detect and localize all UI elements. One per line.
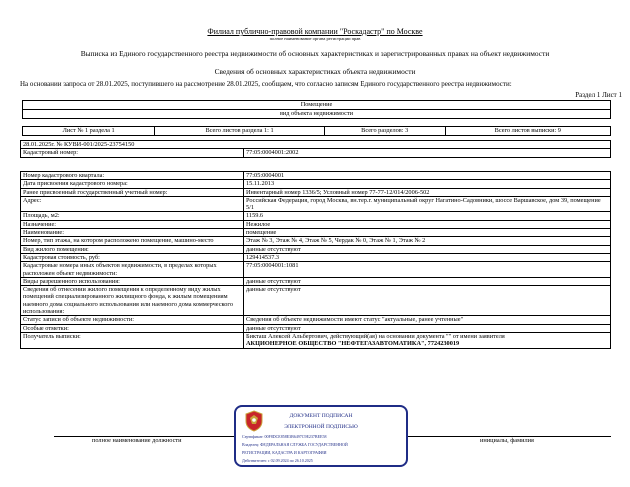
identification-table bbox=[20, 140, 611, 158]
stamp-title-1: ДОКУМЕНТ ПОДПИСАН bbox=[289, 413, 353, 419]
organization-name: Филиал публично-правовой компании "Роскадастр" по Москве bbox=[207, 27, 423, 36]
characteristic-row bbox=[21, 253, 611, 261]
characteristic-value: 77:05:0004001:1081 bbox=[244, 262, 611, 278]
page-info: Раздел 1 Лист 1 bbox=[575, 91, 622, 99]
name-label: инициалы, фамилия bbox=[480, 437, 534, 444]
characteristic-row bbox=[21, 196, 611, 212]
characteristic-value: Российская Федерация, город Москва, вн.тер.г. муниципальный округ Нагатино-Садовники, шоссе Варшавское, дом 39, помещение 5/1 bbox=[244, 196, 611, 212]
characteristic-label: Виды разрешенного использования: bbox=[21, 277, 244, 285]
characteristic-label: Площадь, м2: bbox=[21, 212, 244, 220]
sheet-number: Лист № 1 раздела 1 bbox=[23, 127, 155, 136]
recipient-row bbox=[21, 332, 611, 348]
stamp-owner-2: РЕГИСТРАЦИИ, КАДАСТРА И КАРТОГРАФИИ bbox=[242, 450, 327, 455]
characteristic-value: 77:05:0004001 bbox=[244, 172, 611, 180]
object-type: Помещение bbox=[23, 101, 611, 110]
characteristic-label: Кадастровая стоимость, руб: bbox=[21, 253, 244, 261]
characteristic-label: Назначение: bbox=[21, 220, 244, 228]
sections-count: Всего разделов: 3 bbox=[324, 127, 445, 136]
characteristic-row bbox=[21, 277, 611, 285]
characteristic-row bbox=[21, 262, 611, 278]
recipient-line-2: АКЦИОНЕРНОЕ ОБЩЕСТВО "НЕФТЕГАЗАВТОМАТИКА", 7724230019 bbox=[246, 340, 460, 348]
document-title: Выписка из Единого государственного реестра недвижимости об основных характеристиках и зарегистрированных правах на объект недвижимости bbox=[80, 49, 550, 58]
characteristic-label: Номер, тип этажа, на котором расположено помещение, машино-место bbox=[21, 237, 244, 245]
characteristic-label: Дата присвоения кадастрового номера: bbox=[21, 180, 244, 188]
stamp-validity: Действителен: с 02.09.2024 по 26.10.2025 bbox=[242, 458, 313, 463]
characteristic-row bbox=[21, 245, 611, 253]
characteristic-row bbox=[21, 316, 611, 324]
recipient-line-1: Бикташ Алексей Альбертович, действующий(ая) на основании документа "" от имени заявителя bbox=[246, 332, 505, 340]
request-text: На основании запроса от 28.01.2025, поступившего на рассмотрение 28.01.2025, сообщаем, что согласно записям Единого государственного реестра недвижимости: bbox=[20, 80, 512, 88]
characteristic-value: данные отсутствуют bbox=[244, 277, 611, 285]
cadastral-number-value: 77:05:0004001:2002 bbox=[244, 149, 611, 157]
characteristic-value: Сведения об объекте недвижимости имеют статус "актуальные, ранее учтенные" bbox=[244, 316, 611, 324]
characteristic-row bbox=[21, 237, 611, 245]
section-title: Сведения об основных характеристиках объекта недвижимости bbox=[214, 67, 416, 76]
characteristic-label: Статус записи об объекте недвижимости: bbox=[21, 316, 244, 324]
characteristic-value: Этаж № 3, Этаж № 4, Этаж № 5, Чердак № 0, Этаж № 1, Этаж № 2 bbox=[244, 237, 611, 245]
organization-note: полное наименование органа регистрации прав bbox=[269, 36, 361, 41]
sheet-info-table bbox=[22, 126, 611, 136]
stamp-owner: Владелец: ФЕДЕРАЛЬНАЯ СЛУЖБА ГОСУДАРСТВЕННОЙ bbox=[242, 442, 348, 447]
characteristic-value: помещение bbox=[244, 229, 611, 237]
recipient-value bbox=[244, 332, 611, 348]
characteristic-row bbox=[21, 324, 611, 332]
characteristic-value: данные отсутствуют bbox=[244, 245, 611, 253]
recipient-label: Получатель выписки: bbox=[21, 332, 244, 348]
characteristic-label: Ранее присвоенный государственный учетный номер: bbox=[21, 188, 244, 196]
characteristics-table bbox=[20, 171, 611, 349]
characteristic-value: 15.11.2013 bbox=[244, 180, 611, 188]
position-label: полное наименование должности bbox=[92, 437, 182, 444]
characteristic-value: Инвентарный номер 1336/5; Условный номер 77-77-12/014/2006-502 bbox=[244, 188, 611, 196]
characteristic-value: Нежилое bbox=[244, 220, 611, 228]
characteristic-row bbox=[21, 212, 611, 220]
characteristic-value: 129414537.3 bbox=[244, 253, 611, 261]
stamp-certificate: Сертификат: 00F8DCE858E3B6497C9E237BEE58 bbox=[242, 434, 327, 439]
characteristic-label: Наименование: bbox=[21, 229, 244, 237]
electronic-signature-stamp bbox=[234, 405, 408, 467]
characteristic-value: 1159.6 bbox=[244, 212, 611, 220]
characteristic-row bbox=[21, 180, 611, 188]
characteristic-label: Номер кадастрового квартала: bbox=[21, 172, 244, 180]
characteristic-row bbox=[21, 286, 611, 316]
object-type-table bbox=[22, 100, 611, 119]
characteristic-label: Вид жилого помещения: bbox=[21, 245, 244, 253]
characteristic-row bbox=[21, 172, 611, 180]
cadastral-number-label: Кадастровый номер: bbox=[21, 149, 244, 157]
characteristic-value: данные отсутствуют bbox=[244, 286, 611, 316]
characteristic-label: Адрес: bbox=[21, 196, 244, 212]
sheets-in-section: Всего листов раздела 1: 1 bbox=[155, 127, 325, 136]
stamp-title-2: ЭЛЕКТРОННОЙ ПОДПИСЬЮ bbox=[284, 424, 358, 430]
characteristic-row bbox=[21, 220, 611, 228]
sheets-total: Всего листов выписки: 9 bbox=[445, 127, 610, 136]
characteristic-value: данные отсутствуют bbox=[244, 324, 611, 332]
characteristic-row bbox=[21, 229, 611, 237]
characteristic-label: Кадастровые номера иных объектов недвижимости, в пределах которых расположен объект недвижимости: bbox=[21, 262, 244, 278]
characteristic-label: Особые отметки: bbox=[21, 324, 244, 332]
characteristic-row bbox=[21, 188, 611, 196]
characteristic-label: Сведения об отнесении жилого помещения к определенному виду жилых помещений специализированного жилищного фонда, к жилым помещениям наемного дома социального использования или наемного дома коммерческого использования: bbox=[21, 286, 244, 316]
object-type-note: вид объекта недвижимости bbox=[23, 110, 611, 119]
extract-date-number: 28.01.2025г. № КУВИ-001/2025-23754150 bbox=[21, 141, 611, 149]
